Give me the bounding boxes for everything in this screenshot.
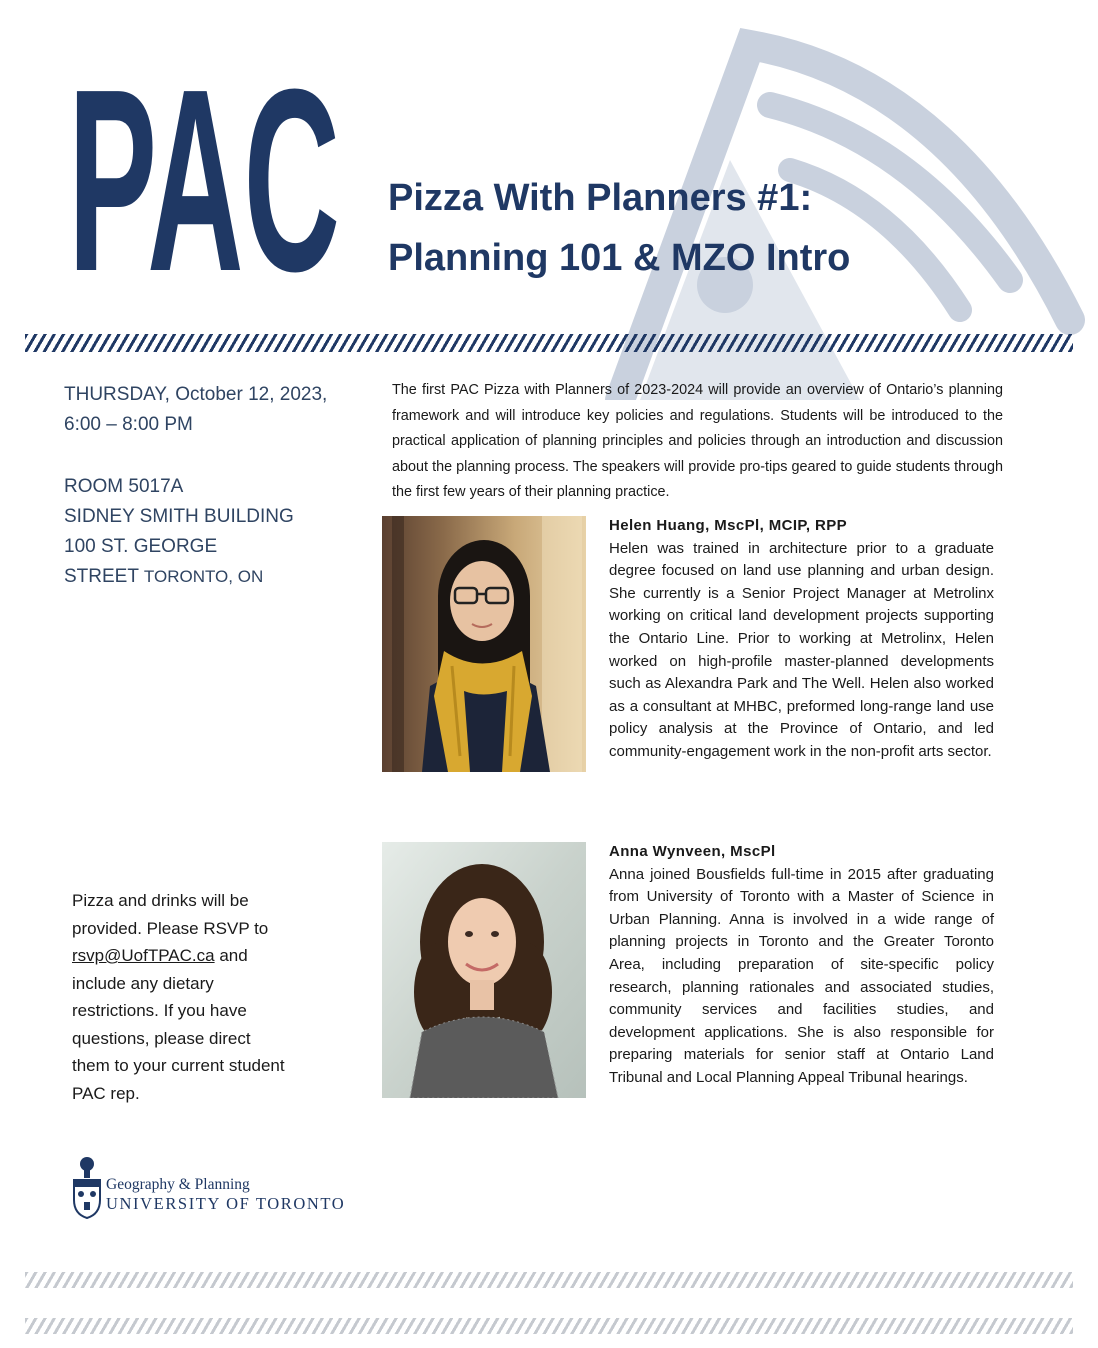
event-street-1: 100 ST. GEORGE bbox=[64, 536, 218, 557]
uoft-geography-logo bbox=[72, 1156, 362, 1222]
svg-text:PAC: PAC bbox=[68, 62, 340, 282]
speaker-helen-huang bbox=[609, 515, 994, 764]
title-line-1: Pizza With Planners #1: bbox=[388, 177, 813, 219]
speaker-name: Helen Huang, MscPl, MCIP, RPP bbox=[609, 517, 848, 534]
university-name: UNIVERSITY OF TORONTO bbox=[106, 1194, 346, 1213]
speaker-bio: Helen was trained in architecture prior to a graduate degree focused on land use planning and urban design. She currently is a Senior Project Manager at Metrolinx working on critical land development projects supporting the Ontario Line. Prior to working at Metrolinx, Helen worked on high-profile master-planned developments such as Alexandra Park and The Well. Helen also worked as a consultant at MHBC, preformed long-range land use policy analysis at the Province of Ontario, and led community-engagement work in the non-profit arts sector. bbox=[609, 539, 994, 760]
rsvp-text-before: Pizza and drinks will be provided. Please RSVP to bbox=[72, 891, 269, 938]
pac-logo bbox=[68, 62, 343, 282]
uoft-crest-icon bbox=[72, 1156, 102, 1220]
event-datetime bbox=[64, 380, 327, 440]
speaker-name: Anna Wynveen, MscPl bbox=[609, 843, 776, 860]
event-title bbox=[388, 168, 850, 288]
event-description: The first PAC Pizza with Planners of 2023-2024 will provide an overview of Ontario’s planning framework and will introduce key policies and regulations. Students will be introduced to the practical application of planning principles and policies through an introduction and discussion about the planning process. The speakers will provide pro-tips geared to guide students through the first few years of their planning practice. bbox=[392, 382, 1003, 500]
rsvp-info bbox=[72, 887, 292, 1107]
event-building: SIDNEY SMITH BUILDING bbox=[64, 506, 294, 527]
event-location bbox=[64, 472, 294, 592]
department-name: Geography & Planning bbox=[106, 1176, 250, 1193]
event-street-2: STREET bbox=[64, 566, 139, 587]
rsvp-email-link[interactable]: rsvp@UofTPAC.ca bbox=[72, 946, 215, 965]
event-street-2-line bbox=[64, 562, 294, 592]
event-room: ROOM 5017A bbox=[64, 476, 184, 497]
bottom-stripe-divider-1 bbox=[25, 1272, 1073, 1288]
top-stripe-divider bbox=[25, 334, 1073, 352]
event-city: TORONTO, ON bbox=[143, 567, 264, 586]
speaker-anna-wynveen bbox=[609, 841, 994, 1090]
event-time: 6:00 – 8:00 PM bbox=[64, 414, 193, 435]
event-date: THURSDAY, October 12, 2023, bbox=[64, 384, 328, 405]
helen-huang-photo bbox=[382, 516, 586, 772]
rsvp-text-after: and include any dietary restrictions. If you have questions, please direct them to your current student PAC rep. bbox=[72, 946, 285, 1103]
anna-wynveen-photo bbox=[382, 842, 586, 1098]
bottom-stripe-divider-2 bbox=[25, 1318, 1073, 1334]
title-line-2: Planning 101 & MZO Intro bbox=[388, 237, 851, 279]
speaker-bio: Anna joined Bousfields full-time in 2015 after graduating from University of Toronto with a Master of Science in Urban Planning. Anna is involved in a wide range of planning projects in Toronto and the Greater Toronto Area, including preparation of site-specific policy research, planning rationales and associated studies, community services and facilities studies, and development applications. She is also responsible for preparing materials for senior staff at Ontario Land Tribunal and Local Planning Appeal Tribunal hearings. bbox=[609, 865, 994, 1086]
